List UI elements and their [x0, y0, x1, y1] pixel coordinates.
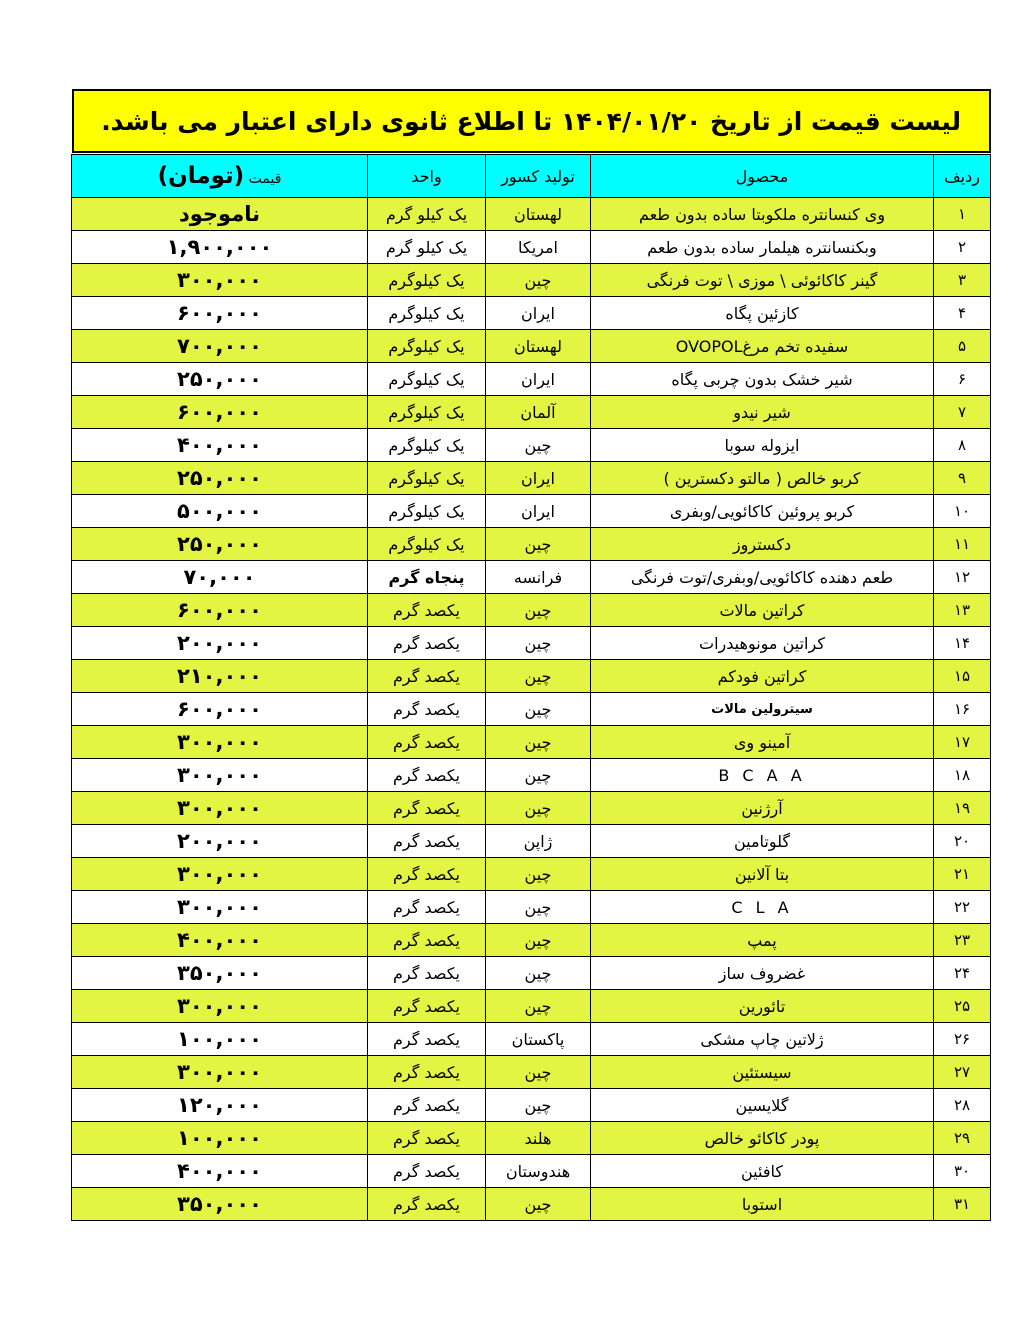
- unit: یکصد گرم: [368, 957, 486, 990]
- table-row: [72, 1122, 991, 1155]
- country-of-origin: ایران: [486, 297, 591, 330]
- product-name: کربو خالص ( مالتو دکسترین ): [591, 462, 934, 495]
- product-name: دکستروز: [591, 528, 934, 561]
- product-name: شیر نیدو: [591, 396, 934, 429]
- product-name: کراتین مونوهیدرات: [591, 627, 934, 660]
- unit: یکصد گرم: [368, 627, 486, 660]
- country-of-origin: هلند: [486, 1122, 591, 1155]
- country-of-origin: چین: [486, 429, 591, 462]
- country-of-origin: پاکستان: [486, 1023, 591, 1056]
- row-number: ۷: [934, 396, 991, 429]
- price: ۴۰۰,۰۰۰: [72, 924, 368, 957]
- table-row: [72, 330, 991, 363]
- product-name: گینر کاکائوئی \ موزی \ توت فرنگی: [591, 264, 934, 297]
- row-number: ۲۹: [934, 1122, 991, 1155]
- product-name: گلایسین: [591, 1089, 934, 1122]
- country-of-origin: چین: [486, 891, 591, 924]
- country-of-origin: چین: [486, 957, 591, 990]
- table-row: [72, 759, 991, 792]
- product-name: C L A: [591, 891, 934, 924]
- unit: یکصد گرم: [368, 1023, 486, 1056]
- country-of-origin: فرانسه: [486, 561, 591, 594]
- row-number: ۱۸: [934, 759, 991, 792]
- product-name: سیستئین: [591, 1056, 934, 1089]
- table-row: [72, 627, 991, 660]
- price: ۲۵۰,۰۰۰: [72, 528, 368, 561]
- country-of-origin: چین: [486, 528, 591, 561]
- price: ۷۰,۰۰۰: [72, 561, 368, 594]
- product-name: کازئین پگاه: [591, 297, 934, 330]
- country-of-origin: امریکا: [486, 231, 591, 264]
- price: ناموجود: [72, 198, 368, 231]
- price: ۳۰۰,۰۰۰: [72, 891, 368, 924]
- unit: یکصد گرم: [368, 1122, 486, 1155]
- unit: یکصد گرم: [368, 858, 486, 891]
- country-of-origin: چین: [486, 264, 591, 297]
- price: ۶۰۰,۰۰۰: [72, 693, 368, 726]
- price: ۳۰۰,۰۰۰: [72, 792, 368, 825]
- unit: یکصد گرم: [368, 726, 486, 759]
- unit: یکصد گرم: [368, 693, 486, 726]
- price: ۳۰۰,۰۰۰: [72, 990, 368, 1023]
- country-of-origin: چین: [486, 693, 591, 726]
- country-of-origin: هندوستان: [486, 1155, 591, 1188]
- unit: یک کیلوگرم: [368, 429, 486, 462]
- country-of-origin: چین: [486, 924, 591, 957]
- price: ۶۰۰,۰۰۰: [72, 297, 368, 330]
- country-of-origin: لهستان: [486, 330, 591, 363]
- unit: یکصد گرم: [368, 792, 486, 825]
- price: ۱۰۰,۰۰۰: [72, 1122, 368, 1155]
- table-row: [72, 1089, 991, 1122]
- unit: یک کیلوگرم: [368, 297, 486, 330]
- table-row: [72, 825, 991, 858]
- unit: یک کیلوگرم: [368, 363, 486, 396]
- row-number: ۳: [934, 264, 991, 297]
- row-number: ۳۱: [934, 1188, 991, 1221]
- row-number: ۲۰: [934, 825, 991, 858]
- table-row: [72, 693, 991, 726]
- table-row: [72, 1155, 991, 1188]
- unit: یک کیلو گرم: [368, 231, 486, 264]
- row-number: ۱۰: [934, 495, 991, 528]
- price: ۶۰۰,۰۰۰: [72, 396, 368, 429]
- table-row: [72, 1056, 991, 1089]
- table-row: [72, 561, 991, 594]
- table-row: [72, 792, 991, 825]
- price-table: [71, 154, 991, 1221]
- table-row: [72, 198, 991, 231]
- price: ۷۰۰,۰۰۰: [72, 330, 368, 363]
- price: ۳۰۰,۰۰۰: [72, 726, 368, 759]
- table-row: [72, 429, 991, 462]
- price: ۴۰۰,۰۰۰: [72, 1155, 368, 1188]
- table-header-row: [72, 155, 991, 198]
- product-name: B C A A: [591, 759, 934, 792]
- header-price: [72, 155, 368, 198]
- table-row: [72, 396, 991, 429]
- country-of-origin: ژاپن: [486, 825, 591, 858]
- country-of-origin: چین: [486, 792, 591, 825]
- table-row: [72, 891, 991, 924]
- country-of-origin: چین: [486, 1056, 591, 1089]
- product-name: سیترولین مالات: [591, 693, 934, 726]
- table-row: [72, 660, 991, 693]
- country-of-origin: لهستان: [486, 198, 591, 231]
- product-name: پمپ: [591, 924, 934, 957]
- product-name: غضروف ساز: [591, 957, 934, 990]
- country-of-origin: چین: [486, 726, 591, 759]
- header-country: تولید کسور: [486, 155, 591, 198]
- unit: یکصد گرم: [368, 924, 486, 957]
- country-of-origin: آلمان: [486, 396, 591, 429]
- unit: یک کیلوگرم: [368, 396, 486, 429]
- country-of-origin: چین: [486, 759, 591, 792]
- row-number: ۶: [934, 363, 991, 396]
- price: ۲۱۰,۰۰۰: [72, 660, 368, 693]
- product-name: شیر خشک بدون چربی پگاه: [591, 363, 934, 396]
- header-price-word: قیمت: [248, 171, 282, 187]
- row-number: ۴: [934, 297, 991, 330]
- unit: یکصد گرم: [368, 1155, 486, 1188]
- table-row: [72, 594, 991, 627]
- product-name: گلوتامین: [591, 825, 934, 858]
- price: ۲۵۰,۰۰۰: [72, 462, 368, 495]
- table-row: [72, 726, 991, 759]
- country-of-origin: ایران: [486, 462, 591, 495]
- country-of-origin: چین: [486, 990, 591, 1023]
- price: ۱۲۰,۰۰۰: [72, 1089, 368, 1122]
- row-number: ۱: [934, 198, 991, 231]
- row-number: ۱۶: [934, 693, 991, 726]
- unit: یکصد گرم: [368, 1188, 486, 1221]
- product-name: پودر کاکائو خالص: [591, 1122, 934, 1155]
- row-number: ۱۹: [934, 792, 991, 825]
- table-row: [72, 363, 991, 396]
- product-name: ایزوله سوبا: [591, 429, 934, 462]
- price: ۶۰۰,۰۰۰: [72, 594, 368, 627]
- unit: یکصد گرم: [368, 594, 486, 627]
- row-number: ۹: [934, 462, 991, 495]
- price: ۳۰۰,۰۰۰: [72, 1056, 368, 1089]
- table-row: [72, 924, 991, 957]
- price: ۳۵۰,۰۰۰: [72, 957, 368, 990]
- price: ۳۰۰,۰۰۰: [72, 759, 368, 792]
- price: ۲۰۰,۰۰۰: [72, 825, 368, 858]
- price: ۲۵۰,۰۰۰: [72, 363, 368, 396]
- table-row: [72, 1023, 991, 1056]
- country-of-origin: چین: [486, 1089, 591, 1122]
- row-number: ۱۷: [934, 726, 991, 759]
- table-row: [72, 462, 991, 495]
- country-of-origin: چین: [486, 594, 591, 627]
- row-number: ۱۳: [934, 594, 991, 627]
- price: ۳۰۰,۰۰۰: [72, 264, 368, 297]
- header-price-unit: (تومان): [157, 163, 245, 189]
- unit: یک کیلو گرم: [368, 198, 486, 231]
- unit: یک کیلوگرم: [368, 462, 486, 495]
- country-of-origin: چین: [486, 858, 591, 891]
- table-row: [72, 528, 991, 561]
- header-row-no: ردیف: [934, 155, 991, 198]
- product-name: آمینو وی: [591, 726, 934, 759]
- row-number: ۸: [934, 429, 991, 462]
- country-of-origin: چین: [486, 1188, 591, 1221]
- price: ۲۰۰,۰۰۰: [72, 627, 368, 660]
- row-number: ۵: [934, 330, 991, 363]
- row-number: ۲۴: [934, 957, 991, 990]
- header-product: محصول: [591, 155, 934, 198]
- row-number: ۲: [934, 231, 991, 264]
- table-body: [72, 198, 991, 1221]
- table-row: [72, 858, 991, 891]
- header-unit: واحد: [368, 155, 486, 198]
- unit: یک کیلوگرم: [368, 528, 486, 561]
- product-name: تائورین: [591, 990, 934, 1023]
- price: ۱,۹۰۰,۰۰۰: [72, 231, 368, 264]
- price: ۳۵۰,۰۰۰: [72, 1188, 368, 1221]
- table-row: [72, 990, 991, 1023]
- row-number: ۲۸: [934, 1089, 991, 1122]
- product-name: کراتین فودکم: [591, 660, 934, 693]
- price-list-sheet: [72, 89, 991, 1221]
- product-name: کافئین: [591, 1155, 934, 1188]
- unit: یکصد گرم: [368, 825, 486, 858]
- table-row: [72, 957, 991, 990]
- unit: یک کیلوگرم: [368, 495, 486, 528]
- row-number: ۲۵: [934, 990, 991, 1023]
- unit: یکصد گرم: [368, 660, 486, 693]
- country-of-origin: چین: [486, 660, 591, 693]
- table-row: [72, 264, 991, 297]
- unit: یکصد گرم: [368, 990, 486, 1023]
- price-list-title: لیست قیمت از تاریخ ۱۴۰۴/۰۱/۲۰ تا اطلاع ثانوی دارای اعتبار می باشد.: [72, 89, 991, 153]
- row-number: ۲۷: [934, 1056, 991, 1089]
- table-row: [72, 1188, 991, 1221]
- product-name: آرژنین: [591, 792, 934, 825]
- unit: پنجاه گرم: [368, 561, 486, 594]
- unit: یک کیلوگرم: [368, 264, 486, 297]
- row-number: ۲۳: [934, 924, 991, 957]
- unit: یکصد گرم: [368, 759, 486, 792]
- product-name: طعم دهنده کاکائویی/وبفری/توت فرنگی: [591, 561, 934, 594]
- product-name: سفیده تخم مرغOVOPOL: [591, 330, 934, 363]
- product-name: کراتین مالات: [591, 594, 934, 627]
- country-of-origin: ایران: [486, 495, 591, 528]
- row-number: ۳۰: [934, 1155, 991, 1188]
- product-name: استوبا: [591, 1188, 934, 1221]
- row-number: ۲۲: [934, 891, 991, 924]
- product-name: وی کنسانتره ملکوبتا ساده بدون طعم: [591, 198, 934, 231]
- row-number: ۱۴: [934, 627, 991, 660]
- country-of-origin: ایران: [486, 363, 591, 396]
- unit: یکصد گرم: [368, 891, 486, 924]
- product-name: وبکنسانتره هیلمار ساده بدون طعم: [591, 231, 934, 264]
- table-row: [72, 495, 991, 528]
- product-name: کربو پروئین کاکائویی/وبفری: [591, 495, 934, 528]
- price: ۵۰۰,۰۰۰: [72, 495, 368, 528]
- row-number: ۱۵: [934, 660, 991, 693]
- row-number: ۱۱: [934, 528, 991, 561]
- price: ۴۰۰,۰۰۰: [72, 429, 368, 462]
- table-row: [72, 231, 991, 264]
- row-number: ۱۲: [934, 561, 991, 594]
- row-number: ۲۶: [934, 1023, 991, 1056]
- product-name: ژلاتین چاپ مشکی: [591, 1023, 934, 1056]
- product-name: بتا آلانین: [591, 858, 934, 891]
- unit: یکصد گرم: [368, 1056, 486, 1089]
- unit: یک کیلوگرم: [368, 330, 486, 363]
- unit: یکصد گرم: [368, 1089, 486, 1122]
- price: ۱۰۰,۰۰۰: [72, 1023, 368, 1056]
- row-number: ۲۱: [934, 858, 991, 891]
- table-row: [72, 297, 991, 330]
- country-of-origin: چین: [486, 627, 591, 660]
- price: ۳۰۰,۰۰۰: [72, 858, 368, 891]
